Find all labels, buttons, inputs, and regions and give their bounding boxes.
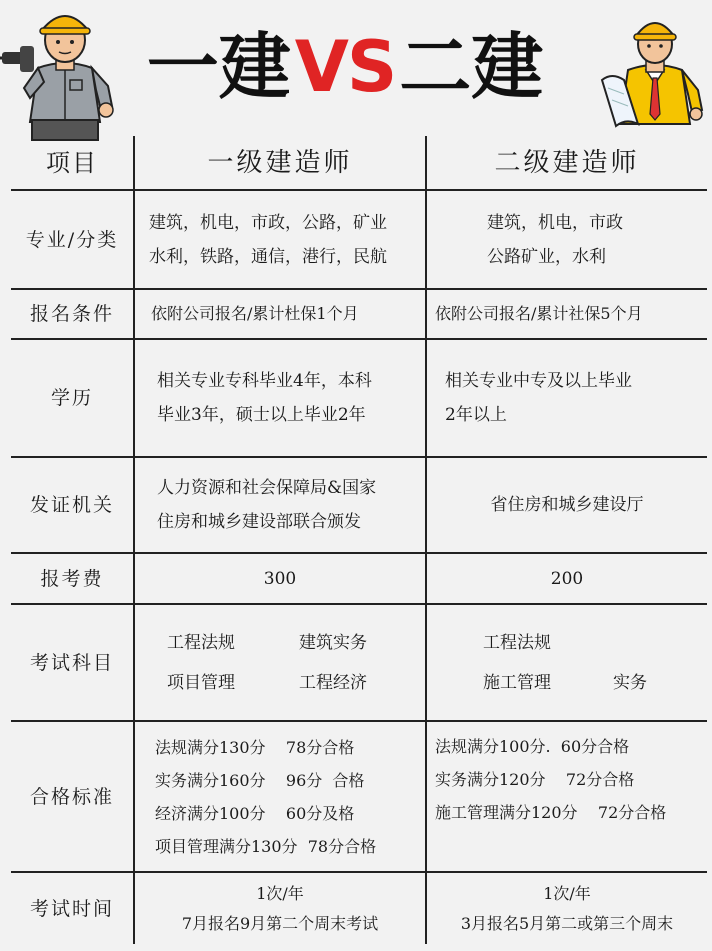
- header-first-class: [135, 136, 425, 189]
- cell-line: 施工管理满分120分 72分合格: [435, 803, 667, 822]
- title-left: 一建: [146, 25, 291, 109]
- subjects-col1: [167, 605, 425, 720]
- cell-line: 相关专业专科毕业4年，本科: [157, 371, 372, 391]
- cell-line: 项目管理满分130分 78分合格: [155, 836, 377, 856]
- cell-line: 省住房和城乡建设厅: [490, 495, 644, 515]
- registration-col1: [151, 290, 425, 338]
- cell-line: 依附公司报名/累计社保5个月: [435, 304, 643, 323]
- registration-col2: [435, 290, 707, 338]
- row-label-passing: [11, 722, 133, 871]
- label-text: 报名条件: [29, 303, 114, 325]
- issuer-col2: [427, 458, 707, 552]
- cell-line: 7月报名9月第二个周末考试: [181, 913, 379, 933]
- specialty-col1: [149, 191, 425, 288]
- page-title: [125, 22, 565, 112]
- subject: 建筑实务: [299, 632, 367, 653]
- label-text: 合格标准: [29, 785, 114, 808]
- label-text: 报考费: [40, 567, 104, 590]
- label-text: 专业/分类: [25, 228, 119, 251]
- row-label-exam-time: [11, 873, 133, 944]
- education-col2: [445, 340, 707, 456]
- subjects-pair: [483, 663, 647, 703]
- cell-line: 1次/年: [543, 883, 591, 903]
- subject: 工程经济: [299, 672, 367, 693]
- cell-line: 经济满分100分 60分及格: [155, 803, 355, 823]
- cell-line: 1次/年: [256, 883, 304, 903]
- label-text: 学历: [50, 387, 93, 409]
- row-label-subjects: [11, 605, 133, 720]
- cell-line: 水利，铁路，通信，港行，民航: [149, 246, 387, 267]
- subject: 项目管理: [167, 672, 235, 693]
- subject: 实务: [613, 672, 647, 693]
- header: [0, 0, 712, 140]
- label-text: 考试时间: [29, 897, 114, 920]
- header-second-class: [427, 136, 707, 189]
- fee-col2: [427, 554, 707, 603]
- cell-line: 建筑，机电，市政: [487, 212, 623, 233]
- exam-time-col1: [135, 873, 425, 944]
- cell-line: 毕业3年，硕士以上毕业2年: [157, 405, 366, 425]
- header-item-text: 项目: [46, 148, 98, 177]
- construction-worker-with-drill-icon: [0, 2, 130, 142]
- subject: 工程法规: [167, 632, 235, 653]
- cell-line: 建筑，机电，市政，公路，矿业: [149, 212, 387, 233]
- row-label-fee: [11, 554, 133, 603]
- cell-line: 法规满分100分. 60分合格: [435, 737, 630, 756]
- cell-line: 实务满分160分 96分 合格: [155, 770, 365, 790]
- exam-time-col2: [427, 873, 707, 944]
- header-item: [11, 136, 133, 189]
- label-text: 考试科目: [29, 651, 114, 674]
- subject: 施工管理: [483, 672, 551, 693]
- education-col1: [157, 340, 425, 456]
- passing-col2: [435, 722, 707, 871]
- subjects-pair: [167, 623, 367, 663]
- cell-line: 依附公司报名/累计杜保1个月: [151, 304, 359, 323]
- subject: 工程法规: [483, 632, 551, 653]
- row-label-registration: [11, 290, 133, 338]
- row-label-specialty: [11, 191, 133, 288]
- specialty-col2: [487, 191, 707, 288]
- label-text: 发证机关: [29, 494, 114, 516]
- row-label-issuer: [11, 458, 133, 552]
- cell-line: 3月报名5月第二或第三个周末: [460, 913, 674, 933]
- subjects-pair: [167, 663, 367, 703]
- cell-line: 200: [550, 568, 584, 589]
- cell-line: 相关专业中专及以上毕业: [445, 371, 632, 391]
- cell-line: 300: [263, 568, 297, 589]
- issuer-col1: [157, 458, 425, 552]
- header-col1-text: 一级建造师: [207, 147, 353, 178]
- cell-line: 法规满分130分 78分合格: [155, 737, 355, 757]
- header-col2-text: 二级建造师: [494, 147, 640, 178]
- passing-col1: [155, 722, 425, 871]
- column-divider: [133, 136, 135, 944]
- fee-col1: [135, 554, 425, 603]
- cell-line: 人力资源和社会保障局&国家: [157, 478, 377, 498]
- title-right: 二建: [399, 25, 544, 109]
- cell-line: 实务满分120分 72分合格: [435, 770, 635, 789]
- cell-line: 公路矿业，水利: [487, 246, 606, 267]
- subjects-pair: [483, 623, 613, 663]
- cell-line: 住房和城乡建设部联合颁发: [157, 512, 361, 532]
- subjects-col2: [483, 605, 707, 720]
- row-label-education: [11, 340, 133, 456]
- cell-line: 2年以上: [445, 405, 507, 425]
- engineer-with-blueprint-icon: [598, 14, 710, 138]
- comparison-table: [11, 136, 707, 944]
- title-vs: VS: [294, 26, 396, 108]
